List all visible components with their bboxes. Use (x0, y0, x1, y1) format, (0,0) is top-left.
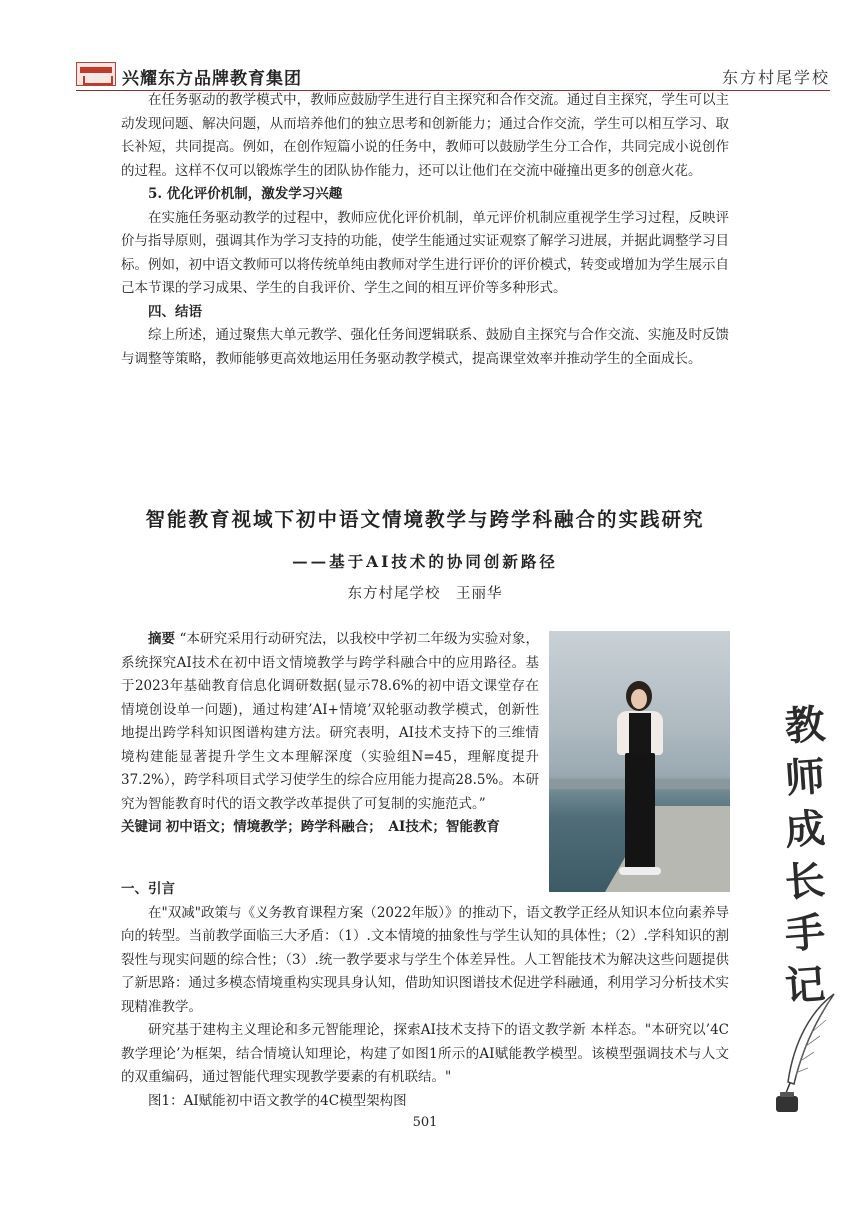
keywords (121, 816, 539, 840)
figure-caption: 图1：AI赋能初中语文教学的4C模型架构图 (148, 1092, 407, 1109)
author-portrait (549, 631, 730, 892)
side-title-char: 师 (783, 752, 827, 803)
section-heading: 5. 优化评价机制，激发学习兴趣 (148, 186, 343, 202)
side-title-char: 教 (783, 700, 827, 751)
article-subtitle: ——基于AI技术的协同创新路径 (292, 552, 558, 571)
page-header (76, 62, 830, 90)
abstract-block (121, 628, 539, 840)
paragraph: 研究基于建构主义理论和多元智能理论，探索AI技术支持下的语文教学新 本样态。"本研究以’4C教学理论’为框架，结合情境认知理论，构建了如图1所示的AI赋能教学模型。该模型强调技术与人文的双重编码，通过智能代理实现教学要素的有机联结。" (121, 1022, 729, 1085)
abstract-label: 摘要 (148, 631, 176, 647)
page-number: 501 (412, 1115, 438, 1130)
side-title-char: 成 (783, 804, 827, 855)
author-byline: 东方村尾学校 王丽华 (347, 586, 503, 602)
side-calligraphy-title (782, 700, 828, 1012)
previous-article-continuation (121, 89, 729, 371)
section-heading: 一、引言 (121, 881, 175, 897)
side-title-char: 记 (783, 960, 827, 1011)
paragraph: 在"双减"政策与《义务教育课程方案（2022年版）》的推动下，语文教学正经从知识本位向素养导向的转型。当前教学面临三大矛盾：（1）.文本情境的抽象性与学生认知的具体性；（2）.学科知识的割裂性与现实问题的综合性；（3）.统一教学要求与学生个体差异性。人工智能技术为解决这些问题提供了新思路：通过多模态情境重构实现具身认知，借助知识图谱技术促进学科融通，利用学习分析技术实现精准教学。 (121, 904, 729, 1015)
abstract-text: “本研究采用行动研究法，以我校中学初二年级为实验对象，系统探究AI技术在初中语文情境教学与跨学科融合中的应用路径。基于2023年基础教育信息化调研数据(显示78.6%的初中语文课堂存在情境创设单一问题)，通过构建’AI+情境’双轮驱动教学模式，创新性地提出跨学科知识图谱构建方法。研究表明，AI技术支持下的三维情境构建能显著提升学生文本理解深度（实验组N=45，理解度提升37.2%），跨学科项目式学习使学生的综合应用能力提高28.5%。本研究为智能教育时代的语文教学改革提供了可复制的实施范式。” (121, 631, 539, 812)
quill-pen-icon (772, 990, 842, 1120)
paragraph: 在任务驱动的教学模式中，教师应鼓励学生进行自主探究和合作交流。通过自主探究，学生可以主动发现问题、解决问题，从而培养他们的独立思考和创新能力；通过合作交流，学生可以相互学习、取长补短，共同提高。例如，在创作短篇小说的任务中，教师可以鼓励学生分工合作，共同完成小说创作的过程。这样不仅可以锻炼学生的团队协作能力，还可以让他们在交流中碰撞出更多的创意火花。 (121, 92, 729, 179)
paragraph: 综上所述，通过聚焦大单元教学、强化任务间逻辑联系、鼓励自主探究与合作交流、实施及时反馈与调整等策略，教师能够更高效地运用任务驱动教学模式，提高课堂效率并推动学生的全面成长。 (121, 327, 729, 367)
side-title-char: 手 (783, 908, 827, 959)
introduction (121, 878, 729, 1113)
side-title-char: 长 (783, 856, 827, 907)
group-name: 兴耀东方品牌教育集团 (122, 69, 302, 89)
article-title: 智能教育视域下初中语文情境教学与跨学科融合的实践研究 (145, 508, 705, 531)
school-name: 东方村尾学校 (721, 68, 830, 87)
keywords-label: 关键词 (121, 819, 162, 835)
section-heading: 四、结语 (148, 303, 202, 320)
publisher-logo-icon (76, 62, 116, 86)
abstract (121, 628, 539, 816)
keywords-text: 初中语文；情境教学；跨学科融合； AI技术；智能教育 (165, 819, 500, 835)
paragraph: 在实施任务驱动教学的过程中，教师应优化评价机制，单元评价机制应重视学生学习过程，反映评价与指导原则，强调其作为学习支持的功能，使学生能通过实证观察了解学习进展，并据此调整学习目标。例如，初中语文教师可以将传统单纯由教师对学生进行评价的评价模式，转变或增加为学生展示自己本节课的学习成果、学生的自我评价、学生之间的相互评价等多种形式。 (121, 209, 729, 296)
